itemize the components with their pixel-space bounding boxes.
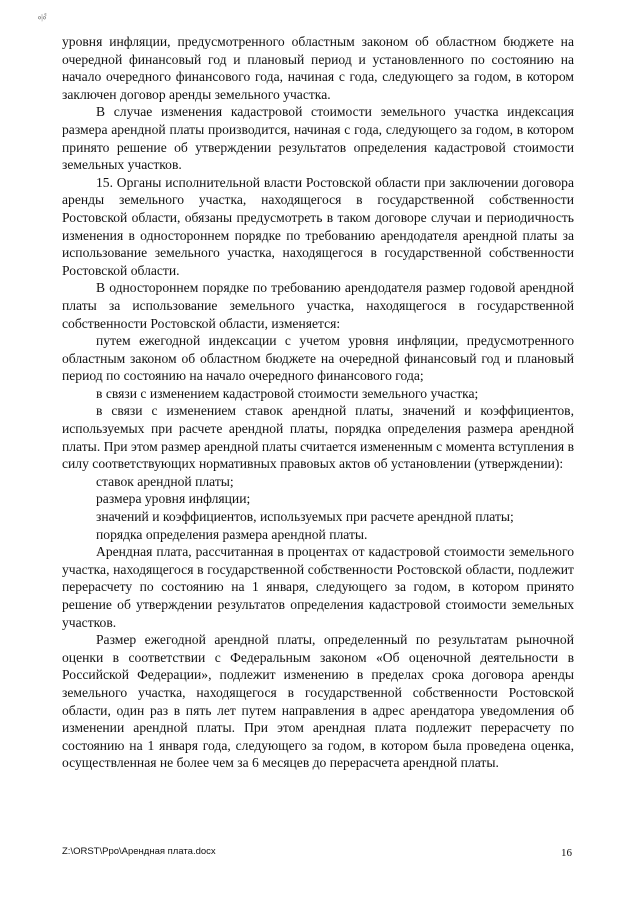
sub-item-coefficients: значений и коэффициентов, используемых при расчете арендной платы; xyxy=(96,509,514,525)
paragraph-market-valuation: Размер ежегодной арендной платы, определенный по результатам рыночной оценки в соответствии с Федеральным законом «Об оценочной деятельности в Российской Федерации», подлежит изменению в пределах срока договора аренды земельного участка, находящегося в государственной собственности Ростовской области, один раз в пять лет путем направления в адрес арендатора уведомления об изменении арендной платы. При этом арендная плата подлежит перерасчету по состоянию на 1 января года, следующего за годом, в котором была проведена оценка, осуществленная не более чем за 6 месяцев до перерасчета арендной платы. xyxy=(62,632,574,771)
scan-artifact: %ᵉ xyxy=(36,10,50,24)
list-item-cadastral-change: в связи с изменением кадастровой стоимости земельного участка; xyxy=(96,385,479,401)
paragraph-item-15: 15. Органы исполнительной власти Ростовской области при заключении договора аренды земельного участка, находящегося в государственной собственности Ростовской области, обязаны предусмотреть в таком договоре случаи и периодичность изменения в одностороннем порядке по требованию арендодателя арендной платы за использование земельного участка, находящегося в государственной собственности Ростовской области. xyxy=(62,174,574,278)
list-item-annual-indexation: путем ежегодной индексации с учетом уровня инфляции, предусмотренного областным законом об областном бюджете на очередной финансовый год и плановый период по состоянию на начало очередного финансового года; xyxy=(62,333,574,384)
paragraph-inflation-continuation: уровня инфляции, предусмотренного областным законом об областном бюджете на очередной финансовый год и плановый период и установленного по состоянию на начало очередного финансового года, начиная с года, следующего за годом, в котором заключен договор аренды земельного участка. xyxy=(62,34,574,102)
sub-item-inflation: размера уровня инфляции; xyxy=(96,491,251,507)
paragraph-percent-recalc: Арендная плата, рассчитанная в процентах от кадастровой стоимости земельного участка, находящегося в государственной собственности Ростовской области, подлежит перерасчету по состоянию на 1 января, следующего за годом, в котором принято решение об утверждении результатов определения кадастровой стоимости земельных участков. xyxy=(62,544,574,630)
paragraph-cadastral-indexation: В случае изменения кадастровой стоимости земельного участка индексация размера арендной платы производится, начиная с года, следующего за годом, в котором принято решение об утверждении результатов определения кадастровой стоимости земельных участков. xyxy=(62,104,574,173)
sub-item-procedure: порядка определения размера арендной платы. xyxy=(96,526,368,542)
page-number: 16 xyxy=(561,847,572,859)
paragraph-unilateral-change: В одностороннем порядке по требованию арендодателя размер годовой арендной платы за использование земельного участка, находящегося в государственной собственности Ростовской области, изменяется: xyxy=(62,280,574,331)
document-body xyxy=(62,33,574,772)
sub-item-rates: ставок арендной платы; xyxy=(96,473,234,489)
list-item-rate-change: в связи с изменением ставок арендной платы, значений и коэффициентов, используемых при расчете арендной платы, порядка определения размера арендной платы. При этом размер арендной платы считается измененным с момента вступления в силу соответствующих нормативных правовых актов об установлении (утверждении): xyxy=(62,403,574,472)
footer-file-path: Z:\ORST\Ppo\Арендная плата.docx xyxy=(62,846,216,857)
